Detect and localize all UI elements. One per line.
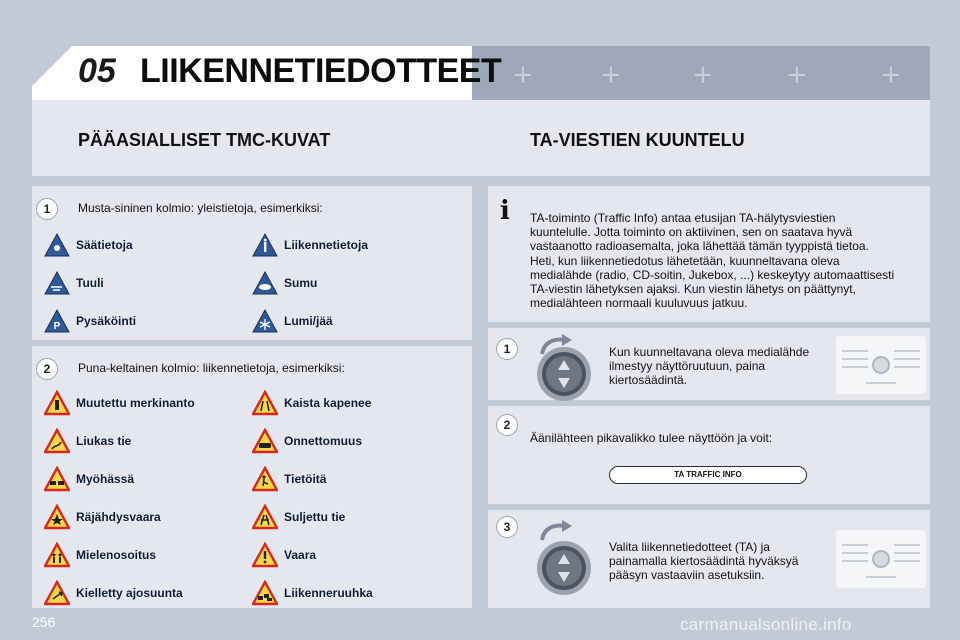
traffic-jam-icon [252,580,278,606]
step1-line: ilmestyy näyttöruutuun, paina [609,359,766,373]
step3-line: pääsyn vastaaviin asetuksiin. [609,568,765,582]
weather-warning-icon [44,232,70,258]
ta-info-line: medialähde (radio, CD-soitin, Jukebox, ...) keskeytyy automaattisesti [530,267,895,282]
parking-icon [44,308,70,334]
plus-icon: + [786,60,808,90]
step1-text [609,345,809,387]
page-number: 256 [32,614,56,630]
radio-dial [872,550,890,568]
step3-line: Valita liikennetiedotteet (TA) ja [609,540,770,554]
lane-narrows-icon [252,390,278,416]
ta-info-line: TA-toiminto (Traffic Info) antaa etusijan TA-hälytysviestien [530,211,836,225]
tmc-item-label: Tuuli [76,276,104,290]
tmc-item-label: Suljettu tie [284,510,346,524]
tmc-item-label: Sumu [284,276,318,290]
ta-info-line: TA-viestin lähetyksen ajaksi. Kun viestin lähetys on päättynyt, [530,282,856,297]
snow-ice-icon [252,308,278,334]
radio-unit-illustration [836,336,926,394]
tmc-item-label: Räjähdysvaara [76,510,161,524]
ta-info-text [530,211,894,310]
step3-text [609,540,798,582]
demonstration-icon [44,542,70,568]
ta-info-line: Heti, kun liikennetiedotus lähetetään, kuunneltavana oleva [530,253,840,268]
header-map-graphic [472,46,930,100]
tmc-item-label: Kielletty ajosuunta [76,586,183,600]
slippery-road-icon [44,428,70,454]
danger-icon [252,542,278,568]
step-badge-2: 2 [36,358,58,380]
road-closed-icon [252,504,278,530]
right-section-title: TA-VIESTIEN KUUNTELU [530,130,745,150]
ta-info-line: vastaanotto radioasemalta, joka lähettää tämän tyyppistä tietoa. [530,239,869,254]
tmc-item-label: Liikenneruuhka [284,586,373,600]
tmc-item-label: Myöhässä [76,472,135,486]
wind-icon [44,270,70,296]
wrong-way-icon [44,580,70,606]
rotary-knob-icon [534,344,594,404]
svg-text:P: P [53,321,61,332]
chapter-number: 05 [78,52,116,90]
plus-icon: + [512,60,534,90]
radio-unit-illustration [836,530,926,588]
step1-line: Kun kuunneltavana oleva medialähde [609,345,810,359]
tmc-item-label: Tietöitä [284,472,327,486]
watermark: carmanualsonline.info [680,615,852,634]
step-badge-1: 1 [496,338,518,360]
general-info-intro: Musta-sininen kolmio: yleistietoja, esimerkiksi: [78,201,323,215]
tmc-item-label: Onnettomuus [284,434,362,448]
tmc-item-label: Säätietoja [76,238,133,252]
radio-dial [872,356,890,374]
tmc-item-label: Vaara [284,548,317,562]
step2-panel [488,406,930,504]
left-section-title: PÄÄASIALLISET TMC-KUVAT [78,130,331,150]
tmc-item-label: Liikennetietoja [284,238,369,252]
explosion-hazard-icon [44,504,70,530]
header-corner-cut [32,46,72,86]
traffic-info-icon [252,232,278,258]
plus-icon: + [692,60,714,90]
info-icon: i [500,196,510,226]
changed-signals-icon [44,390,70,416]
ta-traffic-info-button[interactable]: TA TRAFFIC INFO [609,466,807,484]
tmc-item-label: Lumi/jää [284,314,333,328]
step1-line: kiertosäädintä. [609,373,688,387]
rotary-knob-icon [534,538,594,598]
accident-icon [252,428,278,454]
tmc-item-label: Liukas tie [76,434,132,448]
ta-info-line: kuuntelulle. Jotta toiminto on aktiivinen, sen on saatava hyvä [530,225,853,240]
plus-icon: + [600,60,622,90]
step-badge-3: 3 [496,516,518,538]
step-badge-1: 1 [36,198,58,220]
fog-icon [252,270,278,296]
step3-line: painamalla kiertosäädintä hyväksyä [609,554,799,568]
tmc-item-label: Kaista kapenee [284,396,372,410]
delay-icon [44,466,70,492]
tmc-item-label: Mielenosoitus [76,548,157,562]
page-title: LIIKENNETIEDOTTEET [140,52,502,90]
ta-info-line: medialähteen normaali kuuluvuus jatkuu. [530,296,748,311]
step2-text: Äänilähteen pikavalikko tulee näyttöön ja voit: [530,431,773,445]
step-badge-2: 2 [496,414,518,436]
plus-icon: + [880,60,902,90]
roadworks-icon [252,466,278,492]
tmc-item-label: Muutettu merkinanto [76,396,195,410]
traffic-info-intro: Puna-keltainen kolmio: liikennetietoja, esimerkiksi: [78,361,345,375]
tmc-item-label: Pysäköinti [76,314,137,328]
